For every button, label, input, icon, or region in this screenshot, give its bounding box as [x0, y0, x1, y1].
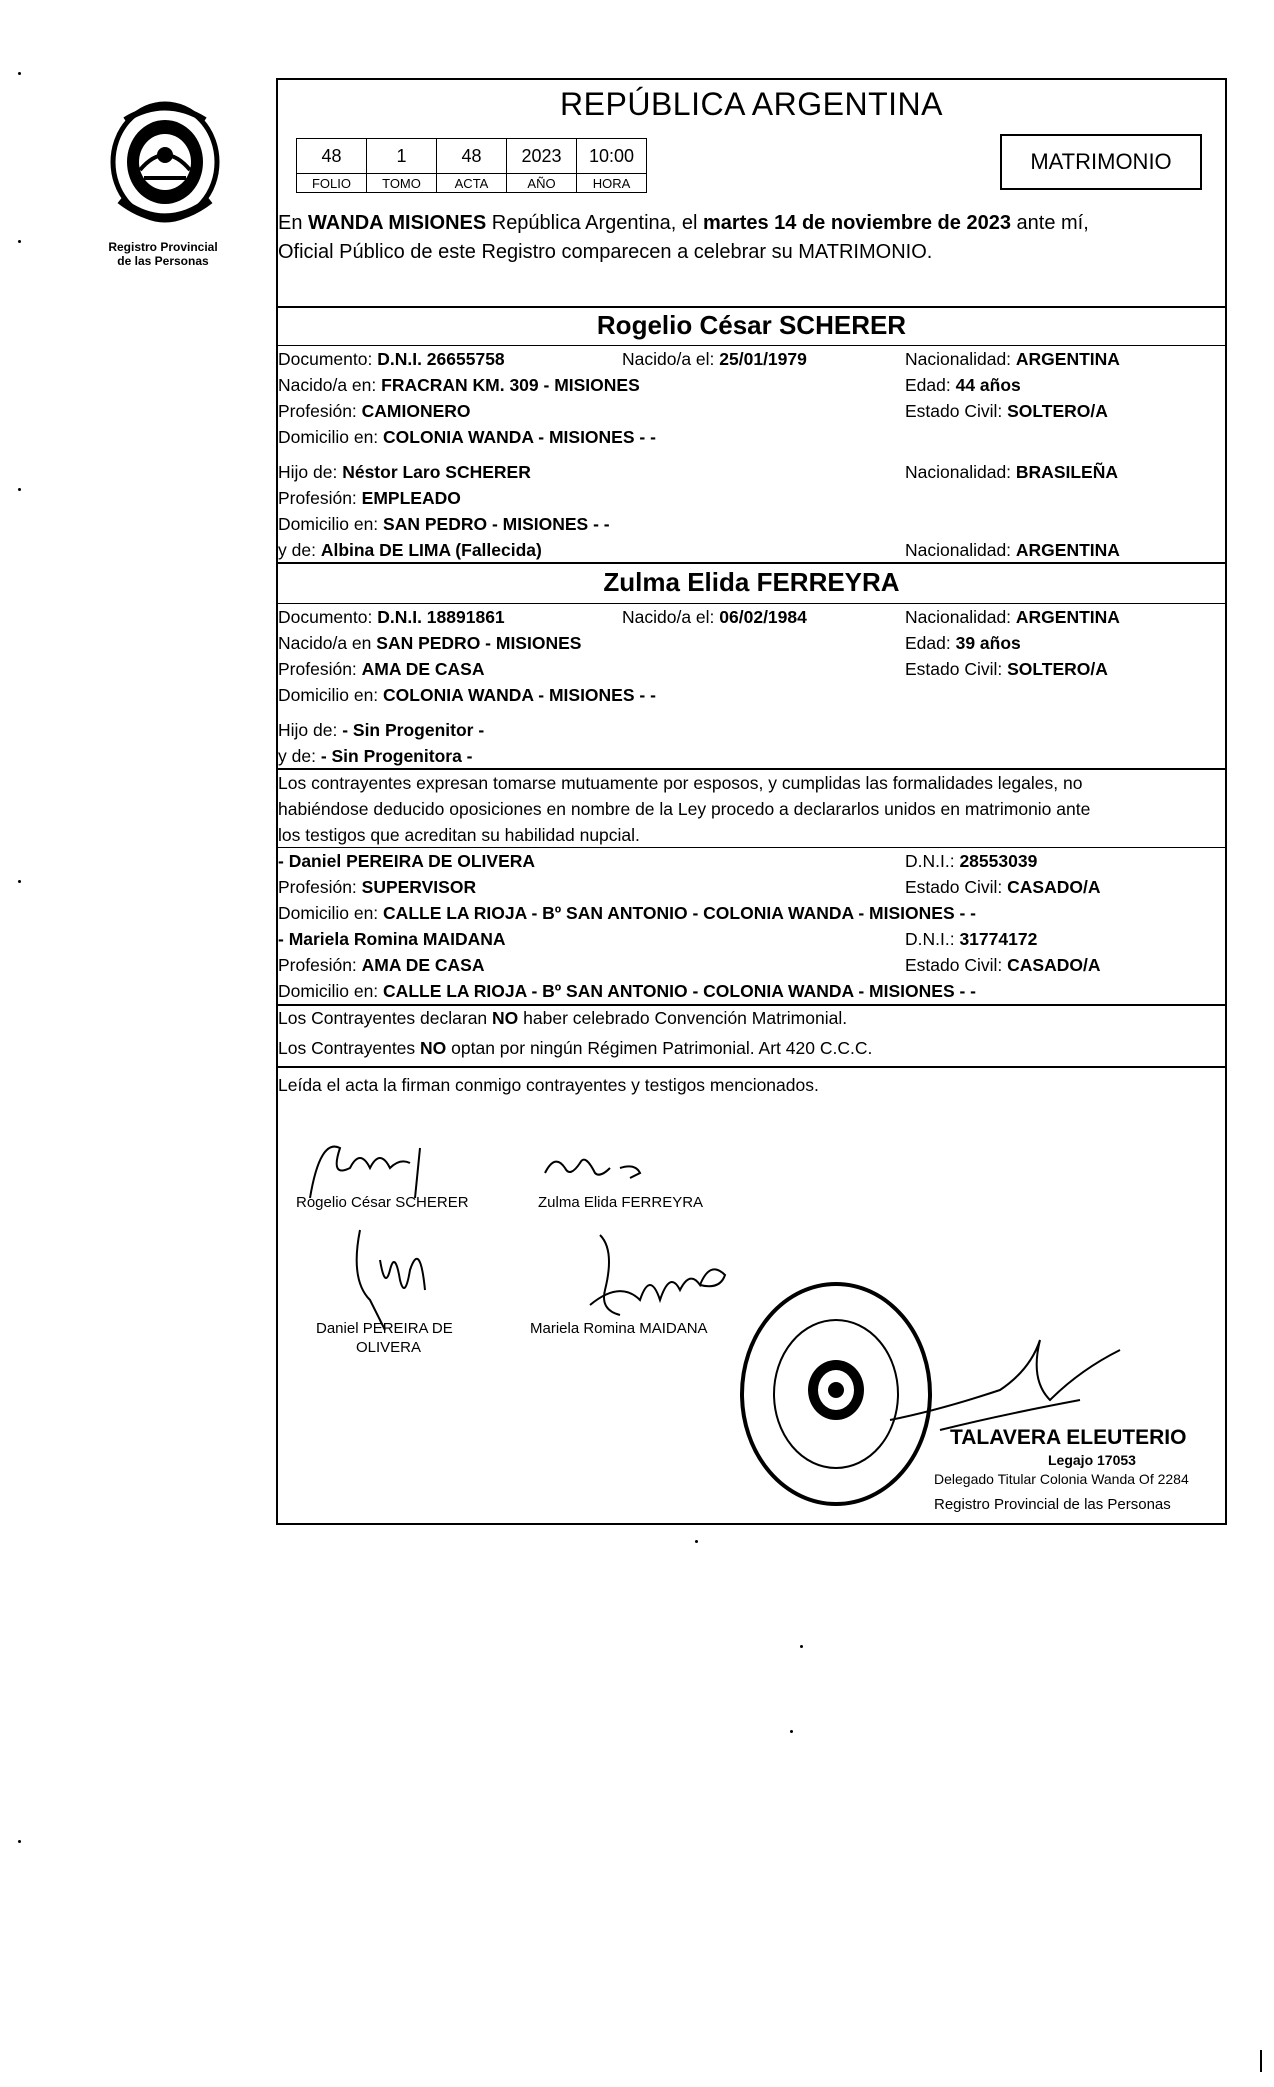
label: Nacionalidad:: [905, 607, 1016, 627]
label: Profesión:: [278, 877, 362, 897]
official-legajo: Legajo 17053: [1048, 1452, 1136, 1468]
party1-document: [278, 349, 505, 370]
party1-father-profession: [278, 488, 461, 509]
declaration-line-3: los testigos que acreditan su habilidad nupcial.: [278, 825, 640, 845]
label: Nacionalidad:: [905, 462, 1016, 482]
value: COLONIA WANDA - MISIONES - -: [383, 427, 656, 447]
value: BRASILEÑA: [1015, 462, 1118, 482]
scan-speck: [800, 1645, 803, 1648]
value: Albina DE LIMA (Fallecida): [320, 540, 542, 560]
party2-mother: [278, 746, 473, 767]
witness2-civil-status: [905, 955, 1100, 976]
scan-speck: [18, 880, 21, 883]
divider: [276, 603, 1227, 604]
party2-civil-status: [905, 659, 1108, 680]
value: - Sin Progenitora -: [320, 746, 473, 766]
party2-birthdate: [622, 607, 807, 628]
party2-domicile: [278, 685, 656, 706]
divider: [276, 768, 1227, 770]
value: Néstor Laro SCHERER: [342, 462, 531, 482]
value: SAN PEDRO - MISIONES: [376, 633, 582, 653]
divider: [276, 1004, 1227, 1006]
party1-birthplace: [278, 375, 640, 396]
scan-speck: [790, 1730, 793, 1733]
declaration-line-2: habiéndose deducido oposiciones en nombre de la Ley procedo a declararlos unidos en matrimonio ante: [278, 799, 1091, 819]
logo-caption-line-1: Registro Provincial: [108, 240, 218, 254]
country-title: REPÚBLICA ARGENTINA: [560, 86, 943, 122]
label: Estado Civil:: [905, 401, 1008, 421]
logo-caption-line-2: de las Personas: [117, 254, 209, 268]
label: Documento:: [278, 349, 378, 369]
value: SOLTERO/A: [1007, 401, 1108, 421]
value: 28553039: [959, 851, 1038, 871]
value: 44 años: [955, 375, 1021, 395]
declaration-line-1: Los contrayentes expresan tomarse mutuamente por esposos, y cumplidas las formalidades legales, no: [278, 773, 1083, 793]
official-role: Delegado Titular Colonia Wanda Of 2284: [934, 1471, 1189, 1487]
label: Nacido/a el:: [622, 607, 720, 627]
closing-text: Leída el acta la firman conmigo contrayentes y testigos mencionados.: [278, 1075, 819, 1095]
label: Profesión:: [278, 659, 362, 679]
label: Nacido/a en:: [278, 375, 382, 395]
label: Edad:: [905, 633, 956, 653]
text: Los Contrayentes declaran: [278, 1008, 493, 1028]
intro-line-1: [278, 212, 1089, 235]
folio-value: 48: [297, 139, 367, 174]
witness2-signature: [560, 1230, 740, 1330]
regime-line-1: [278, 1008, 847, 1029]
value: EMPLEADO: [361, 488, 461, 508]
value: CASADO/A: [1007, 955, 1101, 975]
divider: [276, 847, 1227, 848]
folio-caption: FOLIO: [297, 174, 367, 193]
party2-nationality: [905, 607, 1120, 628]
label: Profesión:: [278, 401, 362, 421]
divider: [276, 306, 1227, 308]
text: Los Contrayentes: [278, 1038, 421, 1058]
value: AMA DE CASA: [361, 955, 485, 975]
party1-father: [278, 462, 531, 483]
witness2-domicile: [278, 981, 976, 1002]
value: ARGENTINA: [1015, 540, 1120, 560]
label: Nacionalidad:: [905, 349, 1016, 369]
party2-age: [905, 633, 1021, 654]
act-type-label: MATRIMONIO: [1030, 149, 1172, 174]
bride-signature: [540, 1148, 660, 1188]
witness1-name: - Daniel PEREIRA DE OLIVERA: [278, 851, 536, 871]
value: 39 años: [955, 633, 1021, 653]
value: ARGENTINA: [1015, 349, 1120, 369]
value: FRACRAN KM. 309 - MISIONES: [381, 375, 640, 395]
value: SOLTERO/A: [1007, 659, 1108, 679]
acta-value: 48: [437, 139, 507, 174]
witness1-signature-name-l2: OLIVERA: [356, 1339, 422, 1356]
label: Documento:: [278, 607, 378, 627]
divider: [276, 345, 1227, 346]
intro-line-2: Oficial Público de este Registro comparecen a celebrar su MATRIMONIO.: [278, 241, 933, 263]
text: optan por ningún Régimen Patrimonial. Art 420 C.C.C.: [446, 1038, 873, 1058]
label: Nacionalidad:: [905, 540, 1016, 560]
party2-father: [278, 720, 484, 741]
party1-profession: [278, 401, 471, 422]
scan-speck: [18, 488, 21, 491]
label: Hijo de:: [278, 462, 343, 482]
witness1-signature-name-l1: Daniel PEREIRA DE: [316, 1320, 453, 1337]
scan-speck: [18, 240, 21, 243]
label: Nacido/a el:: [622, 349, 720, 369]
value: CAMIONERO: [361, 401, 471, 421]
value: 25/01/1979: [719, 349, 807, 369]
value: AMA DE CASA: [361, 659, 485, 679]
party1-name: Rogelio César SCHERER: [596, 310, 907, 340]
logo-caption: [88, 240, 238, 268]
scan-speck: [18, 72, 21, 75]
scan-edge-mark: [1260, 2050, 1262, 2072]
scan-speck: [695, 1540, 698, 1543]
label: Profesión:: [278, 955, 362, 975]
witness2-dni: [905, 929, 1037, 950]
act-type-box: [1000, 134, 1202, 190]
party1-nationality: [905, 349, 1120, 370]
party1-age: [905, 375, 1021, 396]
label: Domicilio en:: [278, 903, 384, 923]
label: Domicilio en:: [278, 685, 384, 705]
value: ARGENTINA: [1015, 607, 1120, 627]
party2-profession: [278, 659, 484, 680]
label: D.N.I.:: [905, 929, 960, 949]
intro-date: martes 14 de noviembre de 2023: [703, 212, 1011, 234]
value: SUPERVISOR: [361, 877, 477, 897]
tomo-caption: TOMO: [367, 174, 437, 193]
emphasis: NO: [492, 1008, 519, 1028]
scan-speck: [18, 1840, 21, 1843]
value: 31774172: [959, 929, 1038, 949]
acta-caption: ACTA: [437, 174, 507, 193]
value: - Sin Progenitor -: [342, 720, 485, 740]
year-value: 2023: [507, 139, 577, 174]
text: haber celebrado Convención Matrimonial.: [518, 1008, 848, 1028]
value: SAN PEDRO - MISIONES - -: [383, 514, 610, 534]
intro-text: ante mí,: [1010, 212, 1089, 234]
party1-mother-nationality: [905, 540, 1120, 561]
label: Hijo de:: [278, 720, 343, 740]
party1-domicile: [278, 427, 656, 448]
party1-birthdate: [622, 349, 807, 370]
party2-name: Zulma Elida FERREYRA: [603, 567, 900, 597]
bride-signature-name: Zulma Elida FERREYRA: [538, 1194, 704, 1211]
hour-caption: HORA: [577, 174, 647, 193]
witness1-profession: [278, 877, 476, 898]
divider: [276, 562, 1227, 564]
value: D.N.I. 18891861: [377, 607, 505, 627]
witness2-signature-name: Mariela Romina MAIDANA: [530, 1320, 708, 1337]
intro-text: República Argentina, el: [486, 212, 703, 234]
value: D.N.I. 26655758: [377, 349, 505, 369]
regime-line-2: [278, 1038, 872, 1059]
label: Edad:: [905, 375, 956, 395]
value: CALLE LA RIOJA - Bº SAN ANTONIO - COLONIA WANDA - MISIONES - -: [383, 903, 976, 923]
value: CALLE LA RIOJA - Bº SAN ANTONIO - COLONIA WANDA - MISIONES - -: [383, 981, 976, 1001]
value: COLONIA WANDA - MISIONES - -: [383, 685, 656, 705]
witness2-profession: [278, 955, 484, 976]
hour-value: 10:00: [577, 139, 647, 174]
label: Domicilio en:: [278, 514, 384, 534]
witness1-civil-status: [905, 877, 1100, 898]
label: y de:: [278, 746, 321, 766]
party1-civil-status: [905, 401, 1108, 422]
witness1-dni: [905, 851, 1037, 872]
label: D.N.I.:: [905, 851, 960, 871]
tomo-value: 1: [367, 139, 437, 174]
witness1-domicile: [278, 903, 976, 924]
official-office: Registro Provincial de las Personas: [934, 1496, 1171, 1513]
value: CASADO/A: [1007, 877, 1101, 897]
witness2-name: - Mariela Romina MAIDANA: [278, 929, 506, 949]
official-name: TALAVERA ELEUTERIO: [950, 1426, 1187, 1449]
label: Estado Civil:: [905, 659, 1008, 679]
label: y de:: [278, 540, 321, 560]
groom-signature-name: Rogelio César SCHERER: [296, 1194, 469, 1211]
divider: [276, 1066, 1227, 1068]
party1-mother: [278, 540, 542, 561]
label: Nacido/a en: [278, 633, 377, 653]
emphasis: NO: [420, 1038, 447, 1058]
province-emblem-logo: [100, 100, 230, 230]
value: 06/02/1984: [719, 607, 807, 627]
label: Domicilio en:: [278, 427, 384, 447]
year-caption: AÑO: [507, 174, 577, 193]
party1-father-nationality: [905, 462, 1118, 483]
party1-father-domicile: [278, 514, 610, 535]
label: Estado Civil:: [905, 877, 1008, 897]
intro-place: WANDA MISIONES: [308, 212, 487, 234]
label: Domicilio en:: [278, 981, 384, 1001]
registry-table: [296, 138, 647, 193]
label: Profesión:: [278, 488, 362, 508]
party2-birthplace: [278, 633, 581, 654]
intro-text: En: [278, 212, 309, 234]
label: Estado Civil:: [905, 955, 1008, 975]
party2-document: [278, 607, 505, 628]
